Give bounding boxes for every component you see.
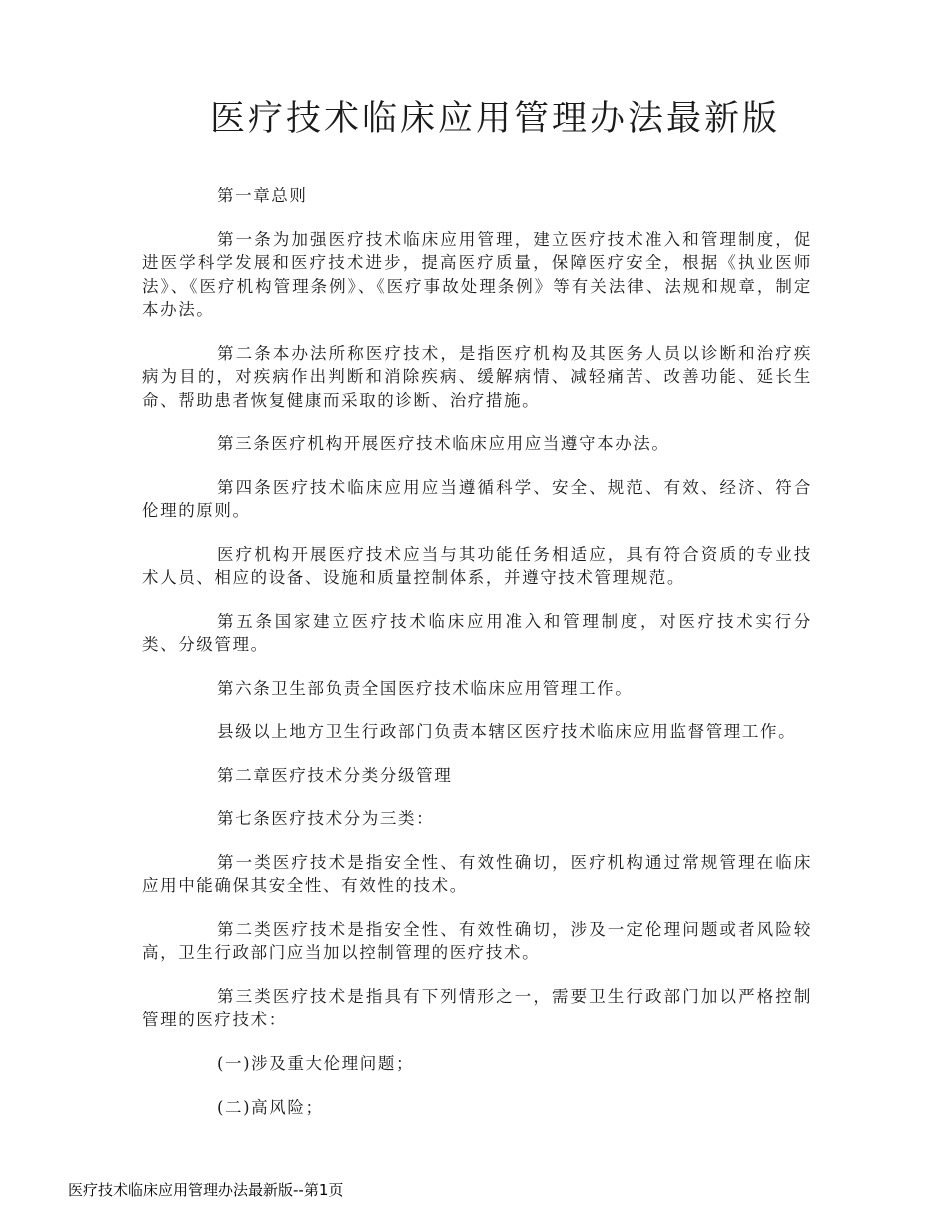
chapter-heading-1: 第一章总则	[217, 186, 308, 205]
article-6: 第六条卫生部负责全国医疗技术临床应用管理工作。	[217, 678, 634, 698]
article-7: 第七条医疗技术分为三类：	[217, 809, 435, 828]
article-3: 第三条医疗机构开展医疗技术临床应用应当遵守本办法。	[217, 434, 670, 453]
article-2: 第二条本办法所称医疗技术，是指医疗机构及其医务人员以诊断和治疗疾病为目的，对疾病作出判断和消除疾病、缓解病情、减轻痛苦、改善功能、延长生命、帮助患者恢复健康而采取的诊断、治疗措施。	[142, 343, 812, 410]
page-footer: 医疗技术临床应用管理办法最新版--第1页	[68, 1181, 344, 1199]
document-title: 医疗技术临床应用管理办法最新版	[209, 99, 780, 139]
article-7-class-3: 第三类医疗技术是指具有下列情形之一，需要卫生行政部门加以严格控制管理的医疗技术：	[142, 986, 812, 1029]
list-item-1: (一)涉及重大伦理问题；	[217, 1053, 415, 1073]
article-5: 第五条国家建立医疗技术临床应用准入和管理制度，对医疗技术实行分类、分级管理。	[142, 611, 812, 654]
chapter-heading-2: 第二章医疗技术分类分级管理	[217, 765, 453, 785]
article-4-paragraph-2: 医疗机构开展医疗技术应当与其功能任务相适应，具有符合资质的专业技术人员、相应的设备、设施和质量控制体系，并遵守技术管理规范。	[142, 544, 812, 587]
article-6-paragraph-2: 县级以上地方卫生行政部门负责本辖区医疗技术临床应用监督管理工作。	[217, 722, 797, 741]
article-1: 第一条为加强医疗技术临床应用管理，建立医疗技术准入和管理制度，促进医学科学发展和医疗技术进步，提高医疗质量，保障医疗安全，根据《执业医师法》、《医疗机构管理条例》、《医疗事故处理条例》等有关法律、法规和规章，制定本办法。	[142, 229, 812, 319]
article-4: 第四条医疗技术临床应用应当遵循科学、安全、规范、有效、经济、符合伦理的原则。	[142, 477, 812, 520]
list-item-2: (二)高风险；	[217, 1098, 324, 1117]
article-7-class-1: 第一类医疗技术是指安全性、有效性确切，医疗机构通过常规管理在临床应用中能确保其安全性、有效性的技术。	[142, 852, 812, 895]
article-7-class-2: 第二类医疗技术是指安全性、有效性确切，涉及一定伦理问题或者风险较高，卫生行政部门应当加以控制管理的医疗技术。	[142, 919, 812, 962]
document-body	[142, 184, 812, 1141]
